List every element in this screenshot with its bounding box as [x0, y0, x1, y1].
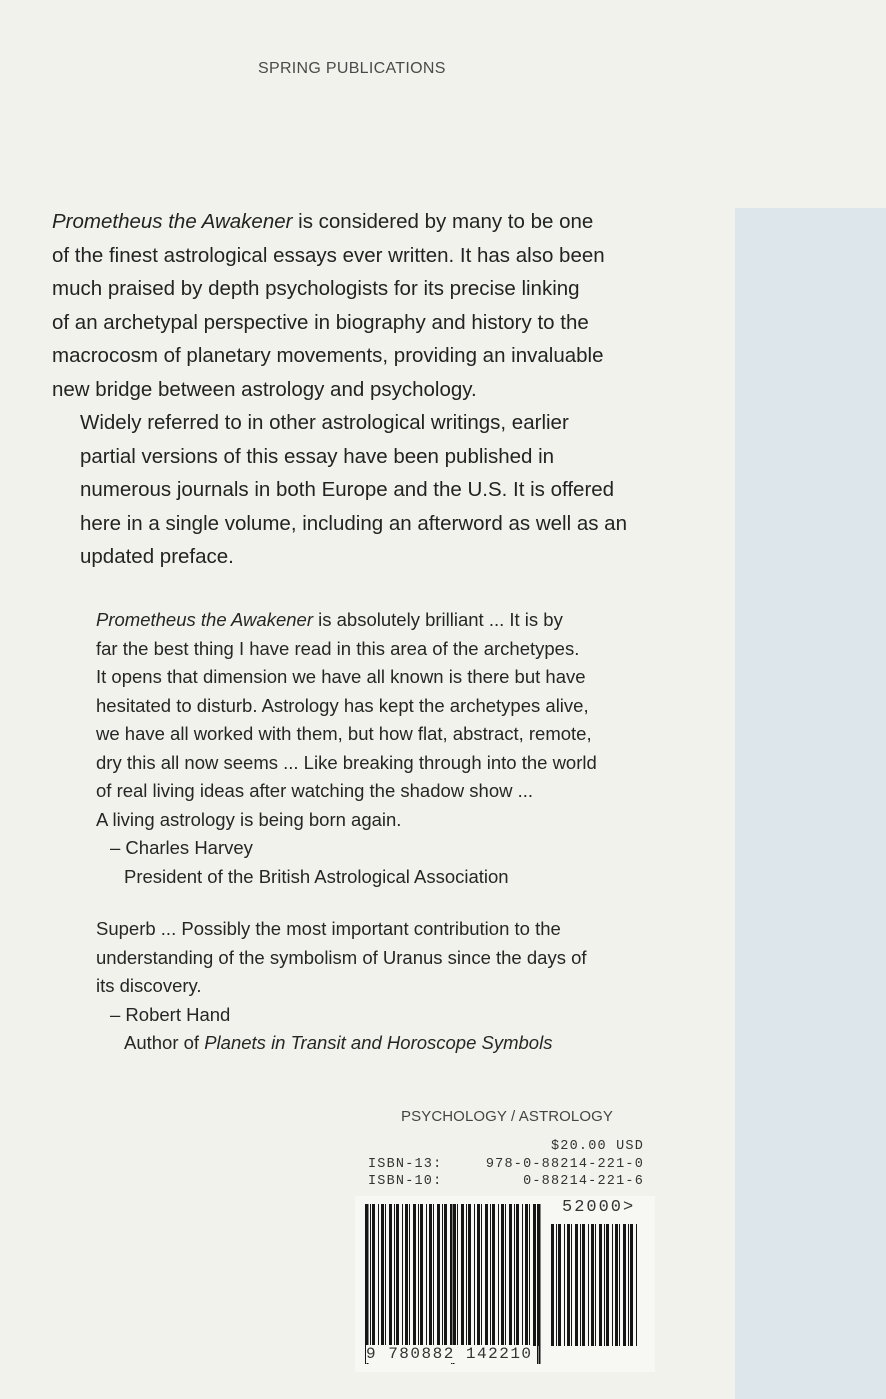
barcode-bar: [442, 1204, 443, 1346]
barcode-bar: [580, 1224, 581, 1346]
barcode-bar: [582, 1224, 585, 1346]
isbn13-value: 978-0-88214-221-0: [485, 1156, 644, 1172]
barcode-bar: [588, 1224, 589, 1346]
barcode-bar: [551, 1224, 554, 1346]
book-titles-italic: Planets in Transit and Horoscope Symbols: [204, 1032, 553, 1053]
blurb-text: of an archetypal perspective in biography and history to the: [52, 310, 589, 334]
blurb-line: [52, 239, 672, 273]
barcode-bar: [420, 1204, 423, 1346]
blurb-text: here in a single volume, including an afterword as well as an: [80, 511, 627, 535]
quote-line: dry this all now seems ... Like breaking through into the world: [96, 751, 597, 773]
quote-author: – Charles Harvey: [110, 837, 253, 858]
barcode-bar: [437, 1204, 440, 1346]
barcode-bar: [516, 1204, 519, 1346]
quote-author: – Robert Hand: [110, 1003, 231, 1025]
barcode-bar: [628, 1224, 629, 1346]
barcode-bar: [558, 1224, 561, 1346]
barcode-bar: [591, 1224, 594, 1346]
barcode-bar: [466, 1204, 467, 1346]
barcode-bar: [477, 1204, 480, 1346]
blurb-line: [52, 540, 672, 574]
barcode-bar: [604, 1224, 605, 1346]
barcode-bar: [396, 1204, 399, 1346]
quote-line: [96, 606, 696, 635]
barcode-bar: [501, 1204, 504, 1346]
barcode-bar: [522, 1204, 523, 1346]
barcode-bar: [468, 1204, 471, 1346]
barcode-bar: [619, 1224, 620, 1346]
review-quote-harvey: [96, 606, 696, 891]
barcode-bar: [426, 1204, 427, 1346]
barcode-bar: [372, 1204, 375, 1346]
review-quote-hand: [96, 915, 696, 1058]
barcode-guard-bar: [539, 1204, 541, 1364]
description-blurb: [52, 205, 672, 574]
blurb-text: partial versions of this essay have been published in: [80, 444, 555, 468]
quote-line: It opens that dimension we have all known is there but have: [96, 666, 586, 687]
barcode-bar: [556, 1224, 557, 1346]
blurb-text: numerous journals in both Europe and the U.S. It is offered: [80, 478, 615, 501]
barcode-bar: [444, 1204, 447, 1346]
quote-line: hesitated to disturb. Astrology has kept the archetypes alive,: [96, 694, 589, 716]
barcode-bar: [509, 1204, 512, 1346]
quote-text: is absolutely brilliant ... It is by: [313, 609, 563, 630]
barcode-bar: [571, 1224, 572, 1346]
quote-line: A living astrology is being born again.: [96, 808, 402, 830]
barcode-bar: [514, 1204, 515, 1346]
barcode-bar: [378, 1204, 379, 1346]
barcode-bar: [599, 1224, 602, 1346]
barcode-bar: [564, 1224, 565, 1346]
barcode-bar: [429, 1204, 432, 1346]
barcode-guard-bar: [537, 1204, 539, 1364]
blurb-line: [52, 339, 672, 373]
barcode-guard-bar: [367, 1204, 369, 1364]
book-title-italic: Prometheus the Awakener: [52, 210, 293, 233]
blurb-text: updated preface.: [80, 545, 234, 568]
blurb-text: macrocosm of planetary movements, providing an invaluable: [52, 344, 604, 367]
barcode-bar: [389, 1204, 392, 1346]
barcode-guard-bar: [451, 1204, 453, 1364]
barcode-bar: [525, 1204, 528, 1346]
blurb-text: new bridge between astrology and psychology.: [52, 377, 477, 401]
blurb-text: Widely referred to in other astrological writings, earlier: [80, 411, 569, 434]
barcode-bar: [450, 1204, 451, 1346]
barcode-bar: [595, 1224, 596, 1346]
barcode-bar: [567, 1224, 570, 1346]
barcode-bar: [505, 1204, 506, 1346]
quote-line: far the best thing I have read in this area of the archetypes.: [96, 637, 580, 659]
barcode-bar: [409, 1204, 410, 1346]
blurb-line: [52, 272, 672, 306]
blurb-line: [52, 406, 672, 440]
blurb-paragraph-2: [52, 406, 672, 574]
barcode-bar: [575, 1224, 578, 1346]
quote-line: we have all worked with them, but how flat, abstract, remote,: [96, 723, 592, 744]
barcode-bar: [418, 1204, 419, 1346]
barcode-bar: [623, 1224, 626, 1346]
barcode-bar: [636, 1224, 637, 1346]
category-label: PSYCHOLOGY / ASTROLOGY: [401, 1108, 613, 1125]
barcode-guard-bar: [453, 1204, 455, 1364]
publisher-name: SPRING PUBLICATIONS: [258, 60, 446, 77]
barcode-bar: [370, 1204, 371, 1346]
blurb-line: [52, 306, 672, 340]
blurb-line: [52, 507, 672, 541]
barcode-bar: [630, 1224, 633, 1346]
barcode-bar: [461, 1204, 464, 1346]
quote-line: Superb ... Possibly the most important contribution to the: [96, 918, 561, 939]
author-title-prefix: Author of: [124, 1032, 205, 1053]
barcode-bar: [457, 1204, 458, 1346]
barcode-bar: [394, 1204, 395, 1346]
barcode-bar: [413, 1204, 416, 1346]
barcode-bar: [606, 1224, 609, 1346]
spine-shadow: [735, 208, 886, 1399]
blurb-line: [52, 205, 672, 239]
quote-line: its discovery.: [96, 975, 202, 996]
barcode-guard-bar: [365, 1204, 367, 1364]
barcode-bar: [474, 1204, 475, 1346]
isbn13-label: ISBN-13:: [368, 1156, 443, 1172]
barcode-bar: [385, 1204, 386, 1346]
isbn10-row: [368, 1173, 644, 1191]
barcode-bar: [433, 1204, 434, 1346]
barcode-bar: [529, 1204, 530, 1346]
barcode-bar: [490, 1204, 491, 1346]
quote-line: of real living ideas after watching the shadow show ...: [96, 780, 534, 801]
barcode-bar: [485, 1204, 488, 1346]
blurb-text: of the finest astrological essays ever written. It has also been: [52, 243, 605, 267]
barcode-bar: [405, 1204, 408, 1346]
blurb-line: [52, 440, 672, 474]
isbn13-row: [368, 1156, 644, 1174]
barcode-bar: [492, 1204, 495, 1346]
quote-line: understanding of the symbolism of Uranus since the days of: [96, 946, 587, 968]
blurb-text: is considered by many to be one: [292, 210, 594, 233]
barcode-bar: [402, 1204, 403, 1346]
blurb-text: much praised by depth psychologists for its precise linking: [52, 277, 580, 300]
isbn10-label: ISBN-10:: [368, 1174, 443, 1189]
book-title-italic: Prometheus the Awakener: [96, 609, 313, 630]
barcode-bar: [612, 1224, 613, 1346]
blurb-line: [52, 473, 672, 507]
isbn10-value: 0-88214-221-6: [523, 1174, 644, 1189]
isbn-block: [368, 1138, 644, 1191]
barcode-digits: 9 780882 142210: [366, 1345, 533, 1363]
quote-author-title: [96, 1029, 696, 1058]
barcode-bar: [615, 1224, 618, 1346]
barcode-bar: [381, 1204, 384, 1346]
barcode-addon-digits: 52000>: [562, 1198, 636, 1217]
blurb-paragraph-1: [52, 205, 672, 406]
barcode-bar: [533, 1204, 536, 1346]
barcode-bar: [498, 1204, 499, 1346]
barcode-bar: [481, 1204, 482, 1346]
blurb-line: [52, 373, 672, 407]
quote-author-title: President of the British Astrological Association: [124, 865, 509, 887]
price: $20.00 USD: [550, 1139, 644, 1154]
